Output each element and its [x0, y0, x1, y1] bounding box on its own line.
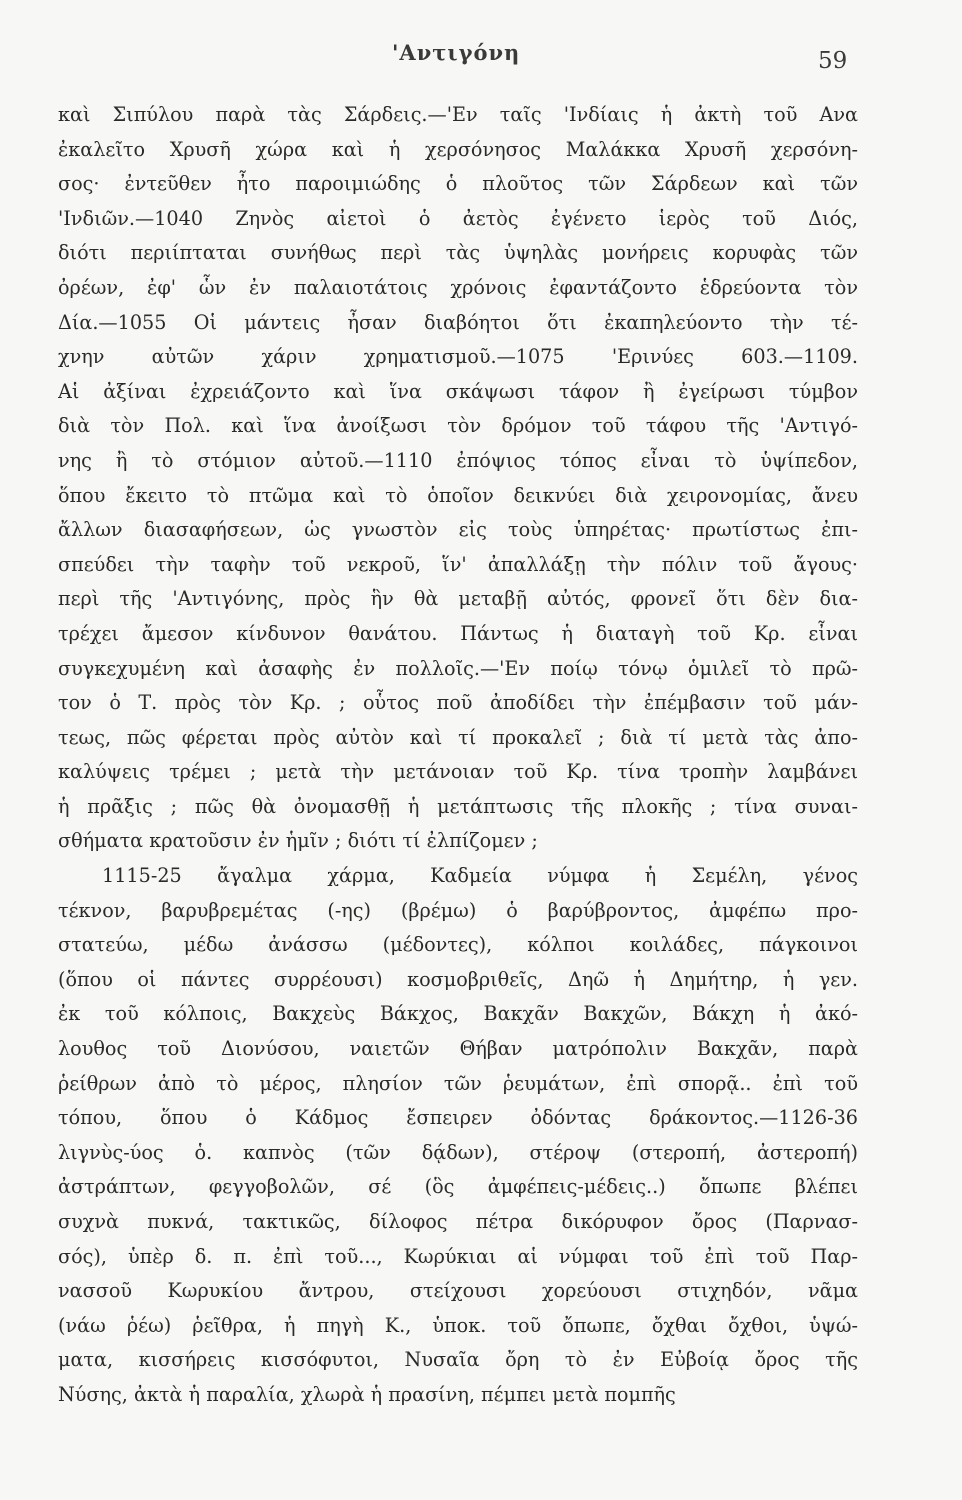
text-line: Αἱ ἀξίναι ἐχρειάζοντο καὶ ἵνα σκάψωσι τάφον ἢ ἐγείρωσι τύμβον — [58, 379, 858, 403]
text-line: στατεύω, μέδω ἀνάσσω (μέδοντες), κόλποι κοιλάδες, πάγκοινοι — [58, 933, 858, 957]
text-line: τέκνον, βαρυβρεμέτας (-ης) (βρέμω) ὁ βαρύβροντος, ἀμφέπω προ- — [58, 898, 858, 922]
text-line: νασσοῦ Κωρυκίου ἄντρου, στείχουσι χορεύουσι στιχηδόν, νᾶμα — [58, 1279, 858, 1303]
page-header — [0, 34, 962, 74]
text-line: σος· ἐντεῦθεν ἦτο παροιμιώδης ὁ πλοῦτος τῶν Σάρδεων καὶ τῶν — [58, 172, 858, 196]
text-line: ἐκ τοῦ κόλποις, Βακχεὺς Βάκχος, Βακχᾶν Βακχῶν, Βάκχη ἡ ἀκό- — [58, 1002, 858, 1026]
text-line: Δία.—1055 Οἱ μάντεις ἦσαν διαβόητοι ὅτι ἐκαπηλεύοντο τὴν τέ- — [58, 310, 858, 334]
text-line: ματα, κισσήρεις κισσόφυτοι, Νυσαῖα ὄρη τὸ ἐν Εὐβοίᾳ ὄρος τῆς — [58, 1348, 858, 1372]
text-line: ὅπου ἔκειτο τὸ πτῶμα καὶ τὸ ὁποῖον δεικνύει διὰ χειρονομίας, ἄνευ — [58, 483, 858, 507]
text-line: διὰ τὸν Πολ. καὶ ἵνα ἀνοίξωσι τὸν δρόμον τοῦ τάφου τῆς 'Αντιγό- — [58, 414, 858, 438]
text-line: συγκεχυμένη καὶ ἀσαφὴς ἐν πολλοῖς.—'Εν ποίῳ τόνῳ ὁμιλεῖ τὸ πρῶ- — [58, 656, 858, 680]
text-line: ὀρέων, ἐφ' ὧν ἐν παλαιοτάτοις χρόνοις ἐφαντάζοντο ἑδρεύοντα τὸν — [58, 275, 858, 299]
text-line: λιγνὺς-ύος ὁ. καπνὸς (τῶν δᾴδων), στέροψ (στεροπή, ἀστεροπή) — [58, 1140, 858, 1164]
text-line: ἄλλων διασαφήσεων, ὡς γνωστὸν εἰς τοὺς ὑπηρέτας· πρωτίστως ἐπι- — [58, 518, 858, 542]
text-line: λουθος τοῦ Διονύσου, ναιετῶν Θήβαν ματρόπολιν Βακχᾶν, παρὰ — [58, 1037, 858, 1061]
text-line: ἐκαλεῖτο Χρυσῆ χώρα καὶ ἡ χερσόνησος Μαλάκκα Χρυσῆ χερσόνη- — [58, 137, 858, 161]
text-line: τεως, πῶς φέρεται πρὸς αὐτὸν καὶ τί προκαλεῖ ; διὰ τί μετὰ τὰς ἀπο- — [58, 725, 858, 749]
text-line: 1115-25 ἄγαλμα χάρμα, Καδμεία νύμφα ἡ Σεμέλη, γένος — [102, 864, 858, 888]
text-line: διότι περιίπταται συνήθως περὶ τὰς ὑψηλὰς μονήρεις κορυφὰς τῶν — [58, 241, 858, 265]
text-line: τον ὁ Τ. πρὸς τὸν Κρ. ; οὗτος ποῦ ἀποδίδει τὴν ἐπέμβασιν τοῦ μάν- — [58, 691, 858, 715]
text-line: ἡ πρᾶξις ; πῶς θὰ ὀνομασθῇ ἡ μετάπτωσις τῆς πλοκῆς ; τίνα συναι- — [58, 794, 858, 818]
text-line: καὶ Σιπύλου παρὰ τὰς Σάρδεις.—'Εν ταῖς 'Ινδίαις ἡ ἀκτὴ τοῦ Ανα — [58, 103, 858, 126]
page-number: 59 — [818, 48, 848, 74]
text-line: Νύσης, ἀκτὰ ἡ παραλία, χλωρὰ ἡ πρασίνη, πέμπει μετὰ πομπῆς — [58, 1382, 676, 1406]
text-line: ῥείθρων ἀπὸ τὸ μέρος, πλησίον τῶν ῥευμάτων, ἐπὶ σπορᾷ.. ἐπὶ τοῦ — [58, 1071, 858, 1095]
text-line: χνην αὐτῶν χάριν χρηματισμοῦ.—1075 'Ερινύες 603.—1109. — [58, 345, 858, 369]
text-line: (νάω ῥέω) ῥεῖθρα, ἡ πηγὴ Κ., ὑποκ. τοῦ ὄπωπε, ὄχθαι ὄχθοι, ὑψώ- — [58, 1313, 858, 1337]
text-line: τόπου, ὅπου ὁ Κάδμος ἔσπειρεν ὀδόντας δράκοντος.—1126-36 — [58, 1106, 858, 1130]
text-line: 'Ινδιῶν.—1040 Ζηνὸς αἰετοὶ ὁ ἀετὸς ἐγένετο ἱερὸς τοῦ Διός, — [58, 206, 858, 230]
text-line: σπεύδει τὴν ταφὴν τοῦ νεκροῦ, ἵν' ἀπαλλάξῃ τὴν πόλιν τοῦ ἄγους· — [58, 552, 858, 576]
text-line: περὶ τῆς 'Αντιγόνης, πρὸς ἣν θὰ μεταβῇ αὐτός, φρονεῖ ὅτι δὲν δια- — [58, 587, 858, 611]
text-line: τρέχει ἄμεσον κίνδυνον θανάτου. Πάντως ἡ διαταγὴ τοῦ Κρ. εἶναι — [58, 621, 858, 645]
text-line: σός), ὑπὲρ δ. π. ἐπὶ τοῦ..., Κωρύκιαι αἱ νύμφαι τοῦ ἐπὶ τοῦ Παρ- — [58, 1244, 858, 1268]
running-title: 'Αντιγόνη — [392, 40, 521, 65]
text-line: (ὅπου οἱ πάντες συρρέουσι) κοσμοβριθεῖς, Δηῶ ἡ Δημήτηρ, ἡ γεν. — [58, 967, 858, 991]
text-line: ἀστράπτων, φεγγοβολῶν, σέ (ὃς ἀμφέπεις-μέδεις..) ὄπωπε βλέπει — [58, 1175, 858, 1199]
text-line: νης ἢ τὸ στόμιον αὐτοῦ.—1110 ἐπόψιος τόπος εἶναι τὸ ὑψίπεδον, — [58, 448, 858, 472]
commentary-text — [58, 98, 858, 1413]
text-line: σθήματα κρατοῦσιν ἐν ἡμῖν ; διότι τί ἐλπίζομεν ; — [58, 829, 538, 853]
text-line: συχνὰ πυκνά, τακτικῶς, δίλοφος πέτρα δικόρυφον ὄρος (Παρνασ- — [58, 1210, 858, 1233]
text-line: καλύψεις τρέμει ; μετὰ τὴν μετάνοιαν τοῦ Κρ. τίνα τροπὴν λαμβάνει — [58, 760, 858, 784]
